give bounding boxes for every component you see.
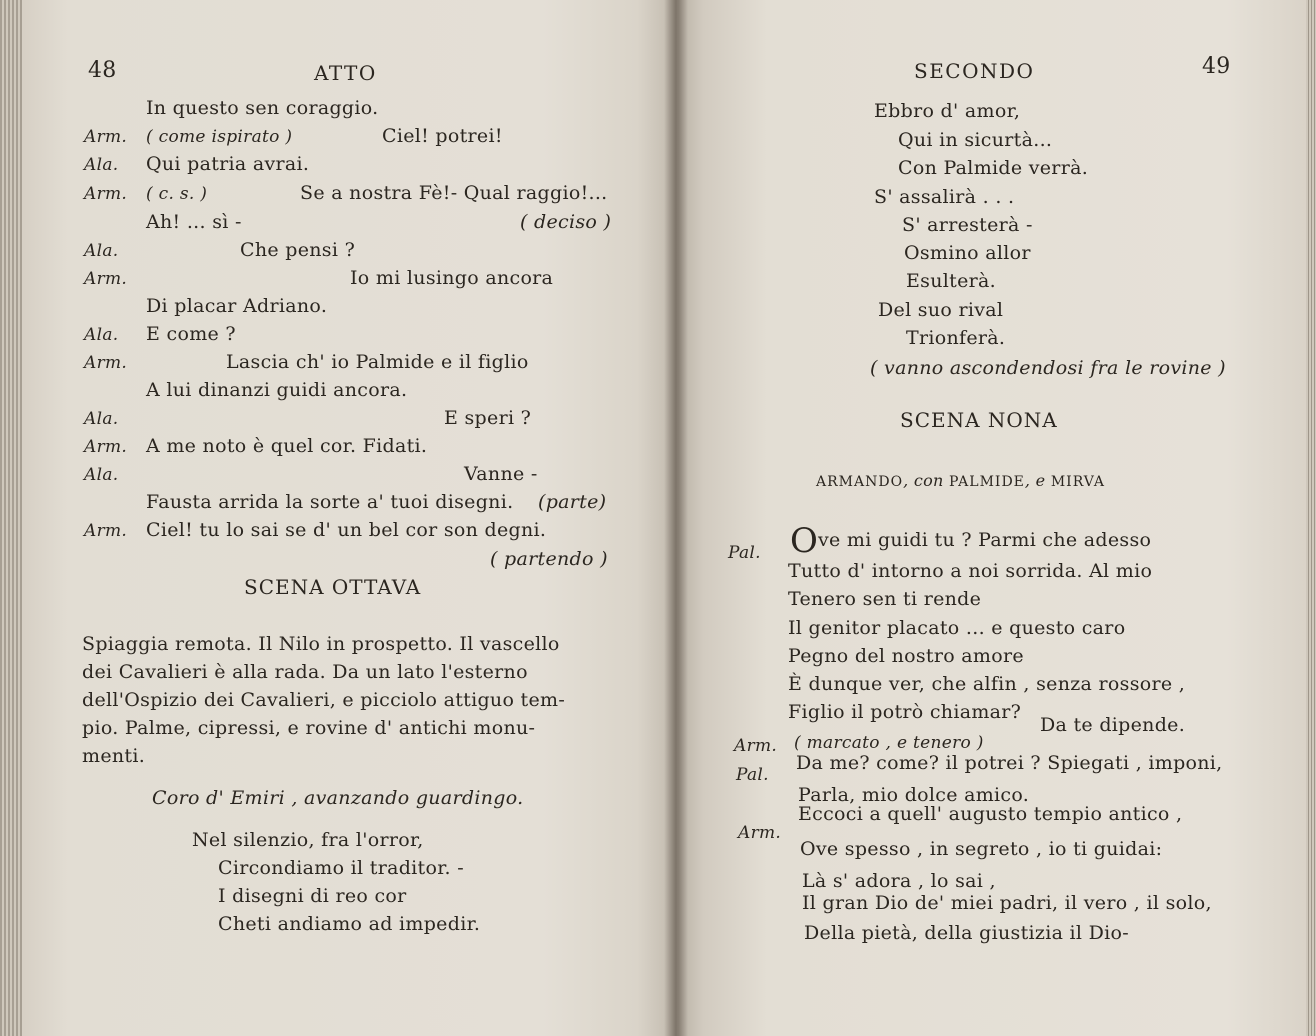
chorus-line: Circondiamo il traditor. -	[218, 857, 464, 879]
speaker-label: Ala.	[84, 241, 119, 261]
verse-line: È dunque ver, che alfin , senza rossore ,	[788, 673, 1186, 695]
verse-line: Qui patria avrai.	[146, 153, 310, 175]
stage-direction: ( deciso )	[520, 211, 612, 233]
verse-line: Del suo rival	[878, 299, 1004, 321]
verse-line: In questo sen coraggio.	[146, 97, 379, 119]
speaker-label: Arm.	[738, 823, 782, 843]
verse-line: Tenero sen ti rende	[788, 588, 982, 610]
verse-line: Esulterà.	[906, 270, 996, 292]
page-number: 49	[1202, 54, 1231, 79]
page-number: 48	[88, 58, 117, 83]
right-page	[678, 0, 1316, 1036]
verse-line: Il genitor placato ... e questo caro	[788, 617, 1126, 639]
verse-line: S' assalirà . . .	[874, 186, 1015, 208]
chorus-heading: Coro d' Emiri , avanzando guardingo.	[152, 787, 524, 809]
chorus-line: I disegni di reo cor	[218, 885, 407, 907]
verse-line: ve mi guidi tu ? Parmi che adesso	[818, 529, 1152, 551]
verse-line: Vanne -	[464, 463, 538, 485]
verse-line: Pegno del nostro amore	[788, 645, 1024, 667]
verse-line: Ove spesso , in segreto , io ti guidai:	[800, 838, 1163, 860]
verse-line: E come ?	[146, 323, 236, 345]
speaker-label: Arm.	[84, 127, 128, 147]
character-list	[816, 470, 1105, 493]
stage-direction: ( marcato , e tenero )	[794, 733, 984, 753]
verse-line: A me noto è quel cor. Fidati.	[146, 435, 428, 457]
speaker-label: Arm.	[84, 269, 128, 289]
verse-line: Ciel! tu lo sai se d' un bel cor son degni.	[146, 519, 547, 541]
character-name: PALMIDE	[949, 474, 1025, 490]
verse-line: Ah! ... sì -	[146, 211, 242, 233]
page-edges	[0, 0, 22, 1036]
verse-line: Ebbro d' amor,	[874, 100, 1021, 122]
verse-line: Lascia ch' io Palmide e il figlio	[226, 351, 529, 373]
speaker-label: Ala.	[84, 325, 119, 345]
verse-line: Tutto d' intorno a noi sorrida. Al mio	[788, 560, 1153, 582]
page-edges	[1306, 0, 1316, 1036]
character-separator: , e	[1024, 471, 1051, 490]
setting-line: menti.	[82, 745, 146, 767]
verse-line: Io mi lusingo ancora	[350, 267, 554, 289]
speaker-label: Ala.	[84, 155, 119, 175]
character-name: MIRVA	[1050, 474, 1106, 490]
character-separator: , con	[903, 471, 950, 490]
verse-line: S' arresterà -	[902, 214, 1033, 236]
chorus-line: Nel silenzio, fra l'orror,	[192, 829, 424, 851]
stage-direction: ( vanno ascondendosi fra le rovine )	[870, 357, 1226, 379]
speaker-label: Arm.	[84, 353, 128, 373]
verse-line: Osmino allor	[904, 242, 1031, 264]
verse-line: Con Palmide verrà.	[898, 157, 1089, 179]
speaker-label: Pal.	[736, 765, 769, 785]
verse-line: Là s' adora , lo sai ,	[802, 870, 996, 892]
verse-line: Eccoci a quell' augusto tempio antico ,	[798, 803, 1183, 825]
speaker-label: Arm.	[84, 521, 128, 541]
verse-line: A lui dinanzi guidi ancora.	[146, 379, 408, 401]
speaker-label: Arm.	[734, 736, 778, 756]
verse-line: Da te dipende.	[1040, 714, 1186, 736]
speaker-label: Arm.	[84, 184, 128, 204]
speaker-label: Arm.	[84, 437, 128, 457]
speaker-label: Pal.	[728, 543, 761, 563]
speaker-label: Ala.	[84, 409, 119, 429]
verse-line: Della pietà, della giustizia il Dio-	[804, 922, 1130, 944]
chorus-line: Cheti andiamo ad impedir.	[218, 913, 481, 935]
verse-line: Trionferà.	[906, 327, 1006, 349]
verse-line: Il gran Dio de' miei padri, il vero , il solo,	[802, 892, 1212, 914]
verse-line: Qui in sicurtà...	[898, 129, 1053, 151]
setting-line: pio. Palme, cipressi, e rovine d' antichi monu-	[82, 717, 536, 739]
book-gutter	[664, 0, 688, 1036]
setting-line: dei Cavalieri è alla rada. Da un lato l'esterno	[82, 661, 528, 683]
verse-line: Fausta arrida la sorte a' tuoi disegni.	[146, 491, 514, 513]
running-head: SECONDO	[914, 59, 1035, 83]
stage-direction: (parte)	[538, 491, 607, 513]
scene-title: SCENA OTTAVA	[244, 575, 422, 599]
drop-cap: O	[790, 521, 819, 561]
verse-line: Figlio il potrò chiamar?	[788, 701, 1022, 723]
verse-line: Di placar Adriano.	[146, 295, 328, 317]
scene-title: SCENA NONA	[900, 408, 1058, 432]
verse-line: Se a nostra Fè!- Qual raggio!...	[300, 182, 608, 204]
verse-line: Ciel! potrei!	[382, 125, 503, 147]
stage-direction: ( come ispirato )	[146, 127, 293, 147]
speaker-label: Ala.	[84, 465, 119, 485]
character-name: ARMANDO	[816, 474, 904, 490]
stage-direction: ( c. s. )	[146, 184, 208, 204]
verse-line: Da me? come? il potrei ? Spiegati , imponi,	[796, 752, 1223, 774]
verse-line: Parla, mio dolce amico.	[798, 784, 1030, 806]
verse-line: Che pensi ?	[240, 239, 356, 261]
verse-line: E speri ?	[444, 407, 532, 429]
stage-direction: ( partendo )	[490, 548, 608, 570]
running-head: ATTO	[314, 61, 377, 85]
setting-line: Spiaggia remota. Il Nilo in prospetto. Il vascello	[82, 633, 560, 655]
setting-line: dell'Ospizio dei Cavalieri, e picciolo attiguo tem-	[82, 689, 566, 711]
